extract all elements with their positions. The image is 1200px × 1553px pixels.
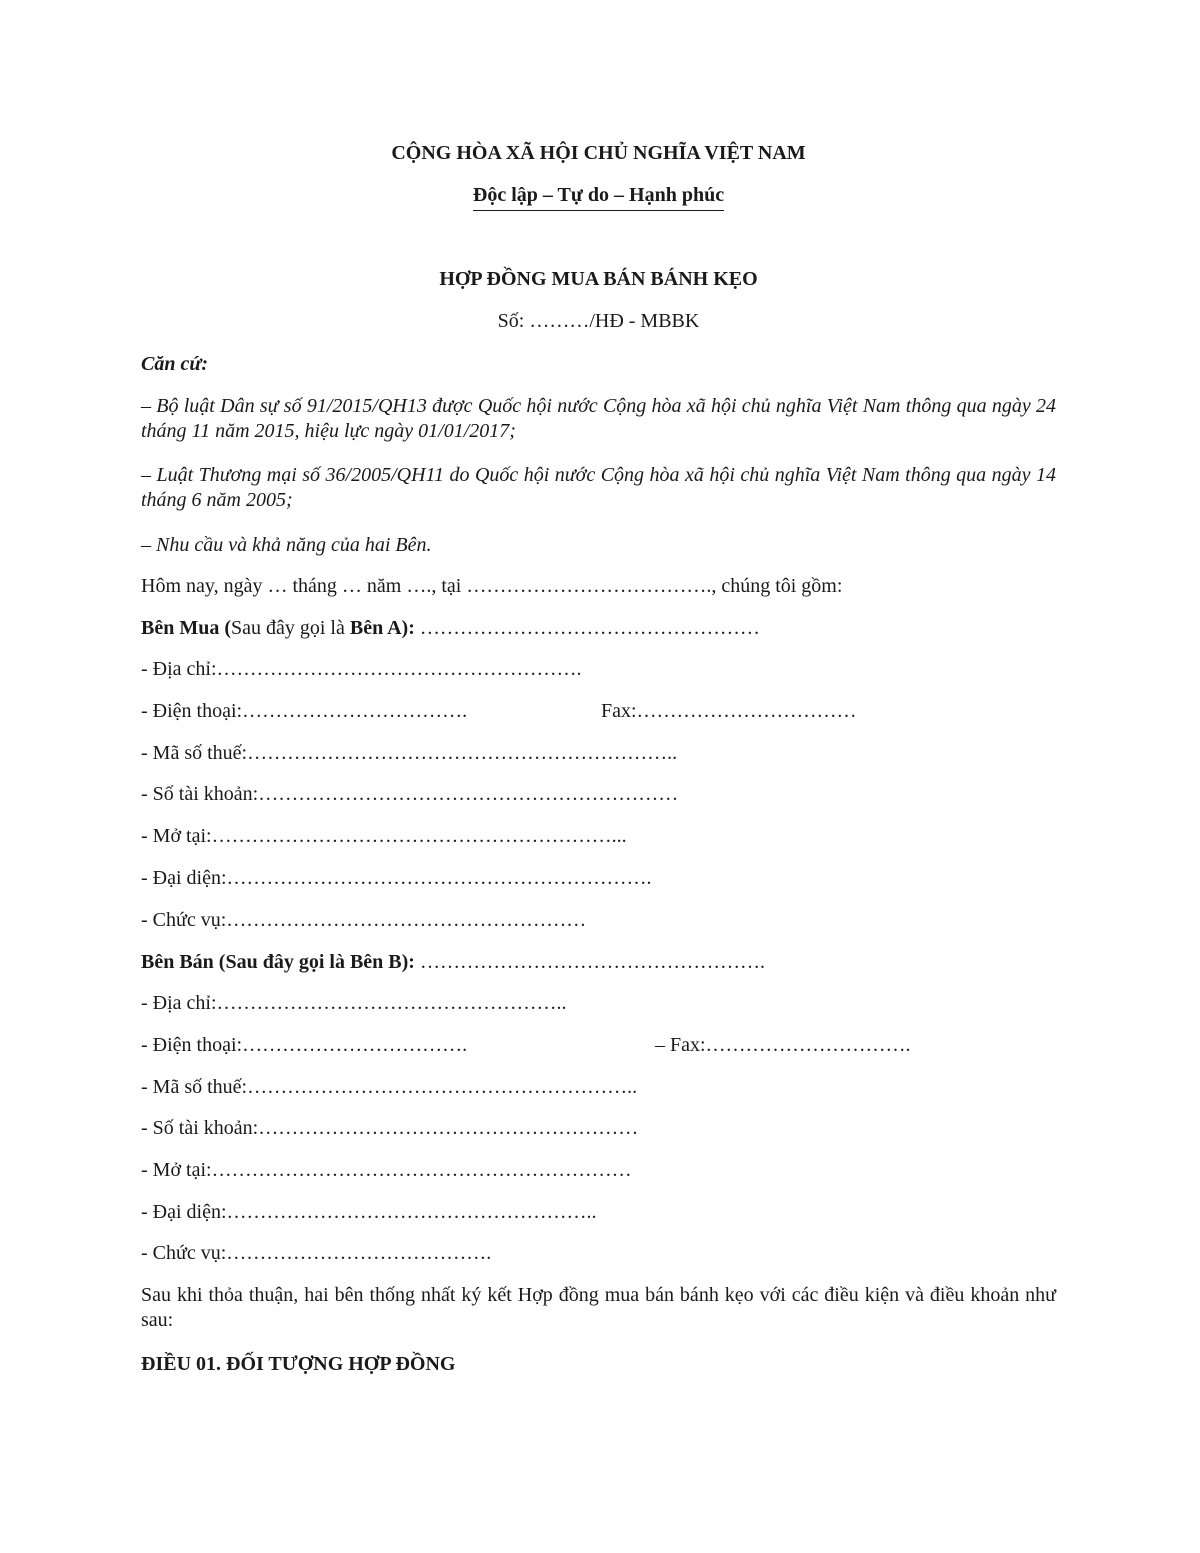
party-a-label-bold2: Bên A): (349, 617, 415, 639)
national-title: CỘNG HÒA XÃ HỘI CHỦ NGHĨA VIỆT NAM (391, 142, 806, 164)
party-a-representative: - Đại diện:………………………………………………………. (141, 867, 652, 889)
party-a-tax-code: - Mã số thuế:……………………………………………………….. (141, 742, 678, 764)
party-a-phone: - Điện thoại:……………………………. (141, 700, 468, 722)
party-a-fax: Fax:…………………………… (601, 700, 857, 722)
intro-line: Hôm nay, ngày … tháng … năm …., tại ………………………………., chúng tôi gồm: (141, 575, 843, 597)
party-b-phone: - Điện thoại:……………………………. (141, 1034, 468, 1056)
party-a-label-fill: …………………………………………… (414, 617, 760, 639)
party-b-position: - Chức vụ:…………………………………. (141, 1242, 492, 1264)
party-a-bank: - Mở tại:……………………………………………………... (141, 825, 627, 847)
party-a-position: - Chức vụ:……………………………………………… (141, 909, 587, 931)
motto-wrapper (141, 184, 1056, 211)
party-b-account: - Số tài khoản:………………………………………………… (141, 1117, 639, 1139)
party-a-label-bold: Bên Mua ( (141, 617, 231, 639)
party-b-heading (141, 950, 765, 975)
article-01-heading: ĐIỀU 01. ĐỐI TƯỢNG HỢP ĐỒNG (141, 1353, 456, 1375)
party-a-label-normal: Sau đây gọi là (231, 617, 350, 639)
party-a-account: - Số tài khoản:……………………………………………………… (141, 783, 679, 805)
basis-item-commercial-law: – Luật Thương mại số 36/2005/QH11 do Quốc hội nước Cộng hòa xã hội chủ nghĩa Việt Nam thông qua ngày 14 tháng 6 năm 2005; (141, 464, 1056, 511)
party-b-label: Bên Bán (Sau đây gọi là Bên B): (141, 951, 415, 973)
party-a-address: - Địa chỉ:………………………………………………. (141, 658, 582, 680)
party-a-phone-row (141, 699, 1056, 724)
party-b-phone-row (141, 1033, 1056, 1058)
basis-item-needs: – Nhu cầu và khả năng của hai Bên. (141, 534, 432, 556)
contract-title: HỢP ĐỒNG MUA BÁN BÁNH KẸO (439, 268, 758, 290)
party-b-bank: - Mở tại:……………………………………………………… (141, 1159, 632, 1181)
agreement-paragraph: Sau khi thỏa thuận, hai bên thống nhất ký kết Hợp đồng mua bán bánh kẹo với các điều kiện và điều khoản như sau: (141, 1284, 1056, 1331)
party-b-label-fill: ……………………………………………. (414, 951, 765, 973)
basis-heading: Căn cứ: (141, 353, 208, 375)
contract-number: Số: ………/HĐ - MBBK (497, 310, 700, 332)
party-b-tax-code: - Mã số thuế:………………………………………………….. (141, 1076, 638, 1098)
party-b-representative: - Đại diện:……………………………………………….. (141, 1201, 597, 1223)
basis-item-civil-code: – Bộ luật Dân sự số 91/2015/QH13 được Quốc hội nước Cộng hòa xã hội chủ nghĩa Việt Nam thông qua ngày 24 tháng 11 năm 2015, hiệu lực ngày 01/01/2017; (141, 395, 1056, 442)
party-b-fax: – Fax:…………………………. (655, 1034, 911, 1056)
party-a-heading (141, 616, 760, 641)
national-motto: Độc lập – Tự do – Hạnh phúc (473, 184, 724, 211)
party-b-address: - Địa chỉ:…………………………………………….. (141, 992, 567, 1014)
